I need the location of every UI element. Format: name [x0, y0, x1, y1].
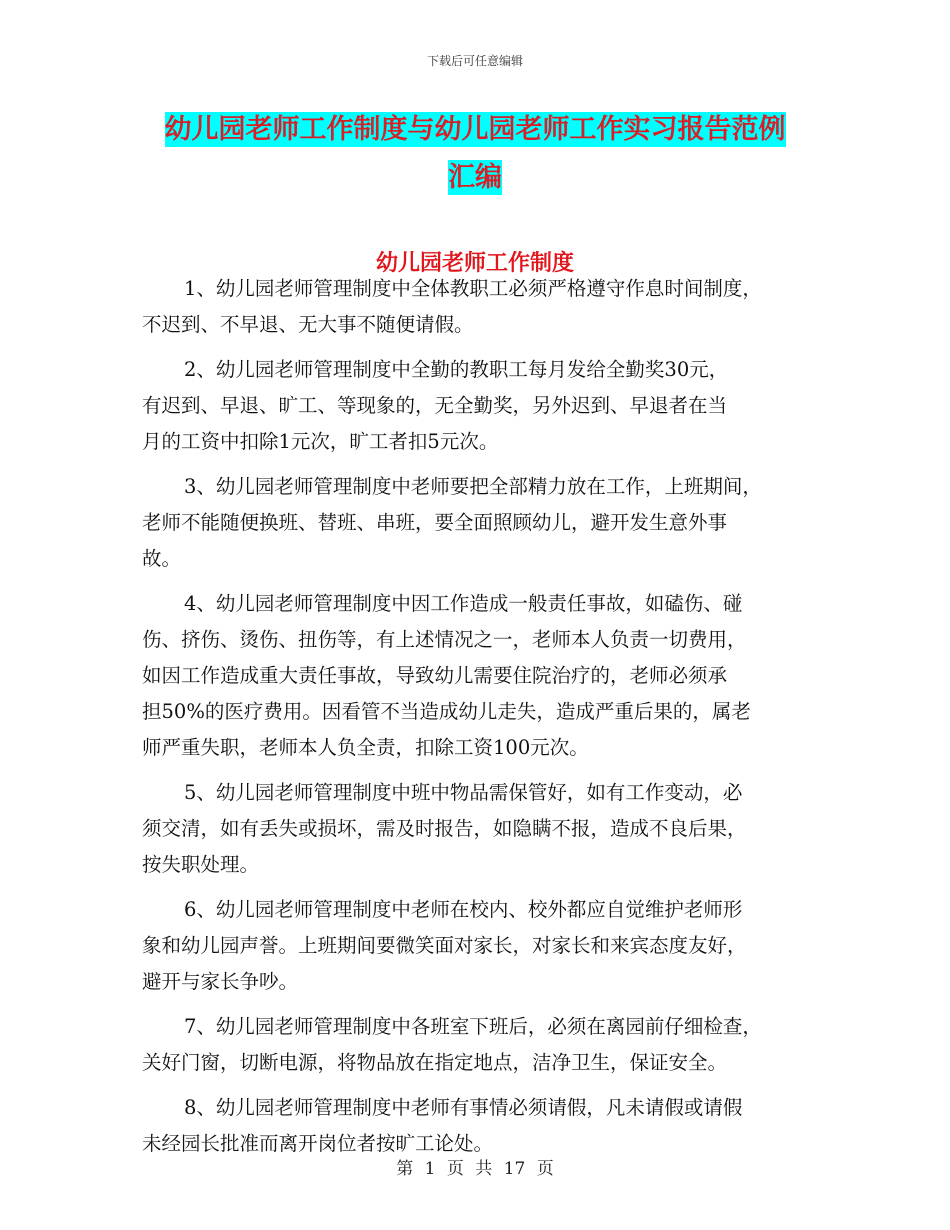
- document-title: [140, 106, 810, 202]
- paragraph-7: [142, 1009, 818, 1081]
- paragraph-line: 3、幼儿园老师管理制度中老师要把全部精力放在工作，上班期间，: [184, 475, 762, 498]
- paragraph-line: 6、幼儿园老师管理制度中老师在校内、校外都应自觉维护老师形: [184, 898, 743, 921]
- paragraph-line: 8、幼儿园老师管理制度中老师有事情必须请假，凡未请假或请假: [184, 1096, 743, 1119]
- paragraph-5: [142, 775, 818, 883]
- paragraph-2: [142, 352, 818, 460]
- paragraph-3: [142, 469, 818, 577]
- paragraph-line: 有迟到、早退、旷工、等现象的，无全勤奖，另外迟到、早退者在当: [142, 394, 728, 417]
- paragraph-1: [142, 271, 818, 343]
- paragraph-line: 5、幼儿园老师管理制度中班中物品需保管好，如有工作变动，必: [184, 781, 743, 804]
- document-body: [142, 271, 818, 1171]
- paragraph-line: 7、幼儿园老师管理制度中各班室下班后，必须在离园前仔细检查，: [184, 1015, 762, 1038]
- paragraph-line: 老师不能随便换班、替班、串班，要全面照顾幼儿，避开发生意外事: [142, 511, 728, 534]
- paragraph-line: 避开与家长争吵。: [142, 970, 299, 993]
- paragraph-line: 如因工作造成重大责任事故，导致幼儿需要住院治疗的，老师必须承: [142, 664, 728, 687]
- paragraph-line: 未经园长批准而离开岗位者按旷工论处。: [142, 1132, 494, 1155]
- title-line-1: 幼儿园老师工作制度与幼儿园老师工作实习报告范例: [164, 114, 786, 145]
- paragraph-line: 须交清，如有丢失或损坏，需及时报告，如隐瞒不报，造成不良后果，: [142, 817, 747, 840]
- paragraph-line: 4、幼儿园老师管理制度中因工作造成一般责任事故，如磕伤、碰: [184, 592, 743, 615]
- paragraph-6: [142, 892, 818, 1000]
- paragraph-line: 故。: [142, 547, 182, 570]
- paragraph-line: 不迟到、不早退、无大事不随便请假。: [142, 313, 474, 336]
- page-header-note: 下载后可任意编辑: [426, 54, 523, 68]
- paragraph-line: 按失职处理。: [142, 853, 260, 876]
- title-line-2: 汇编: [448, 162, 502, 193]
- paragraph-line: 担50%的医疗费用。因看管不当造成幼儿走失，造成严重后果的，属老: [142, 700, 751, 723]
- paragraph-line: 1、幼儿园老师管理制度中全体教职工必须严格遵守作息时间制度，: [184, 277, 762, 300]
- paragraph-line: 伤、挤伤、烫伤、扭伤等，有上述情况之一，老师本人负责一切费用，: [142, 628, 747, 651]
- paragraph-line: 2、幼儿园老师管理制度中全勤的教职工每月发给全勤奖30元，: [184, 358, 729, 381]
- paragraph-line: 师严重失职，老师本人负全责，扣除工资100元次。: [142, 736, 589, 759]
- section-heading: 幼儿园老师工作制度: [375, 251, 574, 276]
- paragraph-line: 关好门窗，切断电源，将物品放在指定地点，洁净卫生，保证安全。: [142, 1051, 728, 1074]
- paragraph-8: [142, 1090, 818, 1162]
- paragraph-line: 象和幼儿园声誉。上班期间要微笑面对家长，对家长和来宾态度友好，: [142, 934, 747, 957]
- page-footer: 第 1 页 共 17 页: [396, 1159, 554, 1179]
- paragraph-line: 月的工资中扣除1元次，旷工者扣5元次。: [142, 430, 499, 453]
- paragraph-4: [142, 586, 818, 766]
